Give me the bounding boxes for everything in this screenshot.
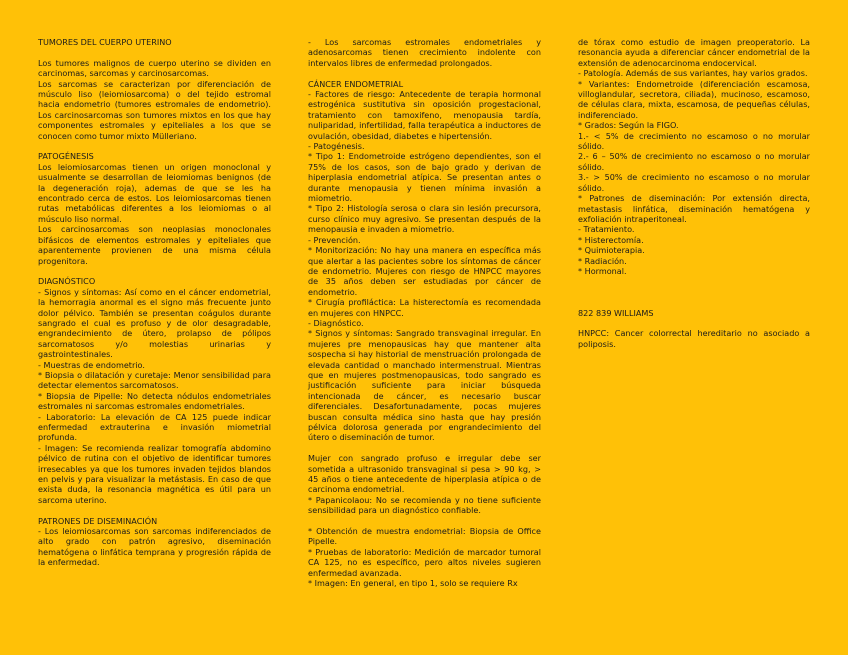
text-paragraph: * Radiación. (578, 255, 627, 266)
section-heading: TUMORES DEL CUERPO UTERINO (38, 37, 172, 47)
text-paragraph: * Signos y síntomas: Sangrado transvaginal irregular. En mujeres pre menopausicas hay que mantener alta sospecha si hay historial de menstruación prolongada de elevada cantidad o manchado intermenstrual. Mientras que en mujeres postmenopausicas, todo sangrado es justificación suficiente para iniciar búsqueda intencionada de cáncer, es necesario buscar diferenciales. Desafortunadamente, pocas mujeres buscan consulta médica sino hasta que hay presión pélvica dolorosa generada por engrandecimiento del útero o diseminación de tumor. (308, 328, 541, 443)
text-paragraph: * Cirugía profiláctica: La histerectomía es recomendada en mujeres con HNPCC. (308, 297, 541, 318)
text-paragraph: * Obtención de muestra endometrial: Biopsia de Office Pipelle. (308, 526, 541, 547)
paragraph-spacer (308, 516, 541, 526)
text-paragraph: - Factores de riesgo: Antecedente de terapia hormonal estrogénica sustitutiva sin oposición progestacional, tratamiento con tamoxifeno, menopausia tardía, nuliparidad, infertilidad, falla terapéutica a inductores de ovulación, obesidad, diabetes e hipertensión. (308, 89, 541, 141)
text-paragraph: - Muestras de endometrio. (38, 359, 145, 370)
paragraph-spacer (578, 287, 810, 297)
section-heading: PATOGÉNESIS (38, 151, 94, 162)
text-paragraph: 3.- > 50% de crecimiento no escamoso o no morular sólido. (578, 172, 810, 193)
paragraph-spacer (578, 297, 810, 307)
text-paragraph: - Prevención. (308, 234, 361, 245)
text-paragraph: 2.- 6 – 50% de crecimiento no escamoso o no morular sólido. (578, 151, 810, 172)
paragraph-spacer (308, 68, 541, 78)
text-paragraph: * Imagen: En general, en tipo 1, solo se requiere Rx (308, 578, 518, 589)
paragraph-spacer (38, 47, 271, 57)
section-heading: PATRONES DE DISEMINACIÓN (38, 515, 158, 526)
text-paragraph: de tórax como estudio de imagen preoperatorio. La resonancia ayuda a diferenciar cáncer endometrial de la extensión de adenocarcinoma endocervical. (578, 37, 810, 68)
text-paragraph: - Los sarcomas estromales endometriales y adenosarcomas tienen crecimiento indolente con intervalos libres de enfermedad prolongados. (308, 37, 541, 68)
text-paragraph: Los tumores malignos de cuerpo uterino se dividen en carcinomas, sarcomas y carcinosarcomas. (38, 57, 271, 79)
paragraph-spacer (38, 505, 271, 515)
paragraph-spacer (578, 276, 810, 286)
section-heading: 822 839 WILLIAMS (578, 307, 654, 318)
text-column-1 (38, 37, 271, 568)
text-paragraph: Los sarcomas se caracterizan por diferenciación de músculo liso (leiomiosarcoma) o del tejido estromal hacia endometrio (tumores estromales de endometrio). Los carcinosarcomas son tumores mixtos en los que hay componentes estromales y epiteliales a los que se conocen como tumor mixto Mülleriano. (38, 78, 271, 141)
text-paragraph: * Quimioterapia. (578, 245, 645, 256)
text-paragraph: * Tipo 1: Endometroide estrógeno dependientes, son el 75% de los casos, son de bajo grado y derivan de hiperplasia endometrial atípica. Se presentan antes o durante menopausia y tienen mínima invasión a miometrio. (308, 151, 541, 204)
text-paragraph: * Pruebas de laboratorio: Medición de marcador tumoral CA 125, no es específico, pero altos niveles sugieren enfermedad avanzada. (308, 546, 541, 578)
text-paragraph: - Imagen: Se recomienda realizar tomografía abdomino pélvico de rutina con el objetivo de identificar tumores irresecables ya que los tumores invaden tejidos blandos en pelvis y para visualizar la metástasis. En caso de que exista duda, la resonancia magnética es útil para un sarcoma uterino. (38, 442, 271, 505)
text-paragraph: - Signos y síntomas: Así como en el cáncer endometrial, la hemorragia anormal es el signo más frecuente junto dolor pélvico. También se presentan coágulos durante sangrado el cual es profuso y de olor desagradable, engrandecimiento de útero, prolapso de pólipos sarcomatosos y/o molestias urinarias y gastrointestinales. (38, 286, 271, 360)
text-paragraph: - Diagnóstico. (308, 317, 364, 328)
text-column-3 (578, 37, 810, 349)
paragraph-spacer (578, 318, 810, 328)
text-paragraph: - Tratamiento. (578, 224, 635, 235)
text-paragraph: Los leiomiosarcomas tienen un origen monoclonal y usualmente se desarrollan de leiomiomas benignos (de la degeneración roja), ademas de que se les ha encontrado cerca de estos. Los leiomiosarcomas tienen rutas metabólicas diferentes a los leiomiomas o al músculo liso normal. (38, 161, 271, 224)
text-paragraph: * Papanicolaou: No se recomienda y no tiene suficiente sensibilidad para un diagnóstico confiable. (308, 494, 541, 516)
text-paragraph: * Patrones de diseminación: Por extensión directa, metastasis linfática, diseminación hematógena y exfoliación intraperitoneal. (578, 193, 810, 224)
text-paragraph: - Patogénesis. (308, 141, 365, 152)
text-paragraph: * Monitorización: No hay una manera en específica más que alertar a las pacientes sobre los síntomas de cáncer de endometrio. Mujeres con riesgo de HNPCC mayores de 35 años deben ser estudiadas por cáncer de endometrio. (308, 245, 541, 297)
text-paragraph: * Grados: Según la FIGO. (578, 120, 679, 131)
text-paragraph: - Patología. Además de sus variantes, hay varios grados. (578, 68, 808, 79)
paragraph-spacer (308, 443, 541, 453)
text-paragraph: * Hormonal. (578, 265, 627, 276)
text-paragraph: Los carcinosarcomas son neoplasias monoclonales bifásicos de elementos estromales y epiteliales que aparentemente provienen de una misma célula progenitora. (38, 224, 271, 266)
text-paragraph: * Biopsia o dilatación y curetaje: Menor sensibilidad para detectar elementos sarcomatosos. (38, 369, 271, 391)
text-paragraph: - Los leiomiosarcomas son sarcomas indiferenciados de alto grado con patrón agresivo, diseminación hematógena o linfática temprana y progresión rápida de la enfermedad. (38, 526, 271, 568)
text-paragraph: * Variantes: Endometroide (diferenciación escamosa, villoglandular, secretora, ciliada), mucinoso, escamoso, de células clara, mixta, escamosa, de pequeñas células, indiferenciado. (578, 78, 810, 120)
text-paragraph: 1.- < 5% de crecimiento no escamoso o no morular sólido. (578, 130, 810, 152)
text-paragraph: * Histerectomía. (578, 234, 644, 245)
paragraph-spacer (38, 141, 271, 151)
section-heading: CÁNCER ENDOMETRIAL (308, 78, 404, 89)
text-paragraph: * Tipo 2: Histología serosa o clara sin lesión precursora, curso clínico muy agresivo. Se presentan después de la menopausia e invaden a miometrio. (308, 203, 541, 235)
section-heading: DIAGNÓSTICO (38, 276, 96, 287)
text-column-2 (308, 37, 541, 588)
text-paragraph: Mujer con sangrado profuso e irregular debe ser sometida a ultrasonido transvaginal si pesa > 90 kg, > 45 años o tiene antecedente de hiperplasia atípica o de carcinoma endometrial. (308, 453, 541, 495)
text-paragraph: - Laboratorio: La elevación de CA 125 puede indicar enfermedad extrauterina e invasión miometrial profunda. (38, 411, 271, 443)
paragraph-spacer (38, 266, 271, 276)
text-paragraph: HNPCC: Cancer colorrectal hereditario no asociado a poliposis. (578, 328, 810, 349)
text-paragraph: * Biopsia de Pipelle: No detecta nódulos endometriales estromales ni sarcomas estromales endometriales. (38, 390, 271, 412)
